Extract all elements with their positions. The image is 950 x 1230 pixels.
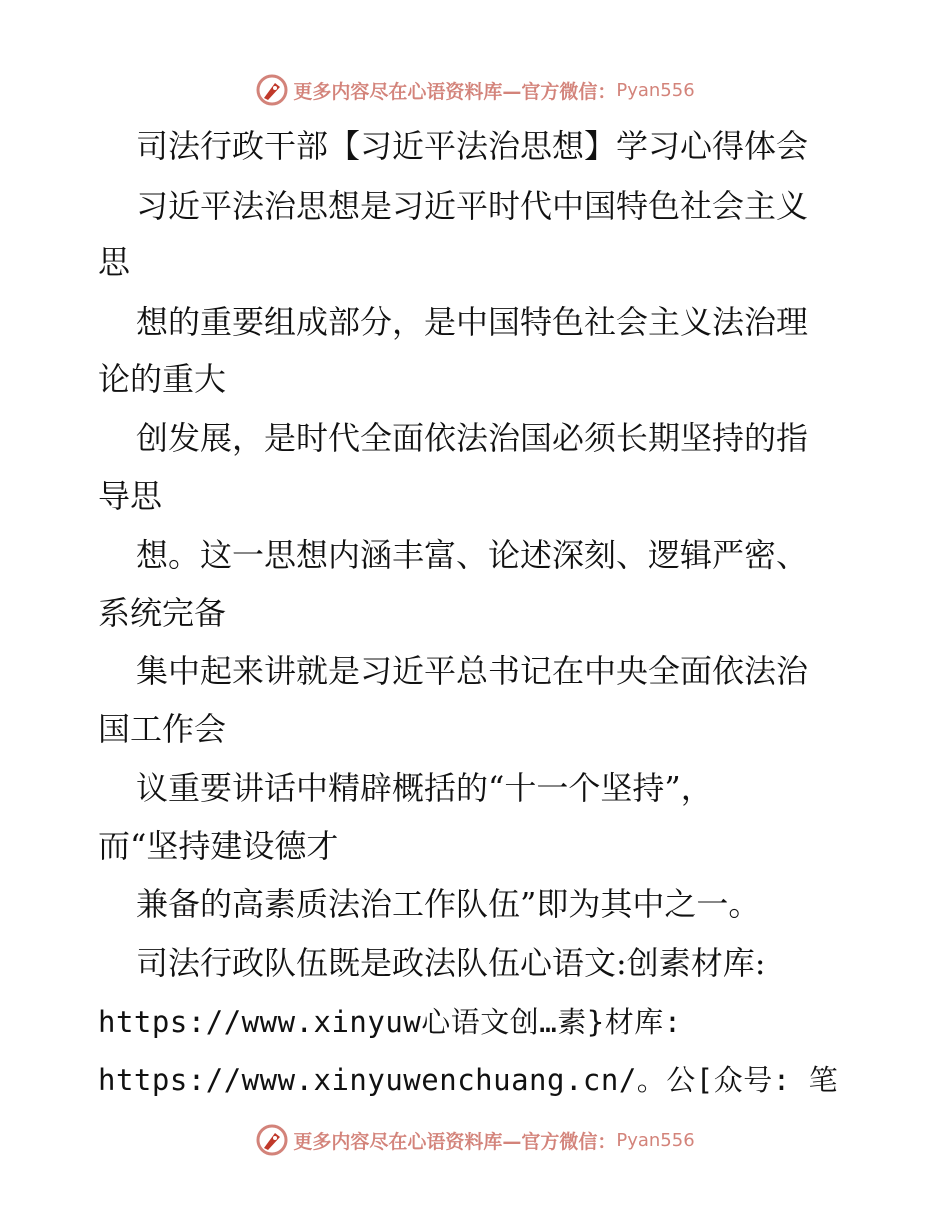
text-line-url [0,1061,950,1098]
text-line: 国工作会 [98,710,227,748]
text-line: 集中起来讲就是习近平总书记在中央全面依法治 [136,652,809,690]
text-line: 想。这一思想内涵丰富、论述深刻、逻辑严密、 [136,536,809,574]
text-line: 论的重大 [98,360,227,398]
text-line: 兼备的高素质法治工作队伍”即为其中之一。 [136,885,761,923]
footer-banner [0,1120,950,1160]
text-line: 议重要讲话中精辟概括的“十一个坚持”， [136,769,713,807]
header-text: 更多内容尽在心语资料库—官方微信： [293,80,617,103]
url-text: https://www.xinyuw心语文创…素}材库: [98,1005,682,1039]
header-banner [0,70,950,110]
footer-wechat-id: Pyan556 [616,1129,695,1151]
text-line: 而“坚持建设德才 [98,827,339,865]
text-line: 思 [98,243,131,281]
pen-nib-logo-icon [255,1123,289,1157]
document-title: 司法行政干部【习近平法治思想】学习心得体会 [136,127,809,165]
text-line: 系统完备 [98,594,227,632]
text-line-url [0,1003,950,1040]
url-text: https://www.xinyuwenchuang.cn/。公[众号: 笔 [98,1063,839,1097]
text-line: 导思 [98,477,163,515]
text-line: 想的重要组成部分，是中国特色社会主义法治理 [136,303,809,341]
header-wechat-id: Pyan556 [616,79,695,101]
text-line: 司法行政队伍既是政法队伍心语文:创素材库: [136,944,766,982]
footer-text: 更多内容尽在心语资料库—官方微信： [293,1130,617,1153]
text-line: 习近平法治思想是习近平时代中国特色社会主义 [136,187,809,225]
text-line: 创发展，是时代全面依法治国必须长期坚持的指 [136,419,809,457]
pen-nib-logo-icon [255,73,289,107]
